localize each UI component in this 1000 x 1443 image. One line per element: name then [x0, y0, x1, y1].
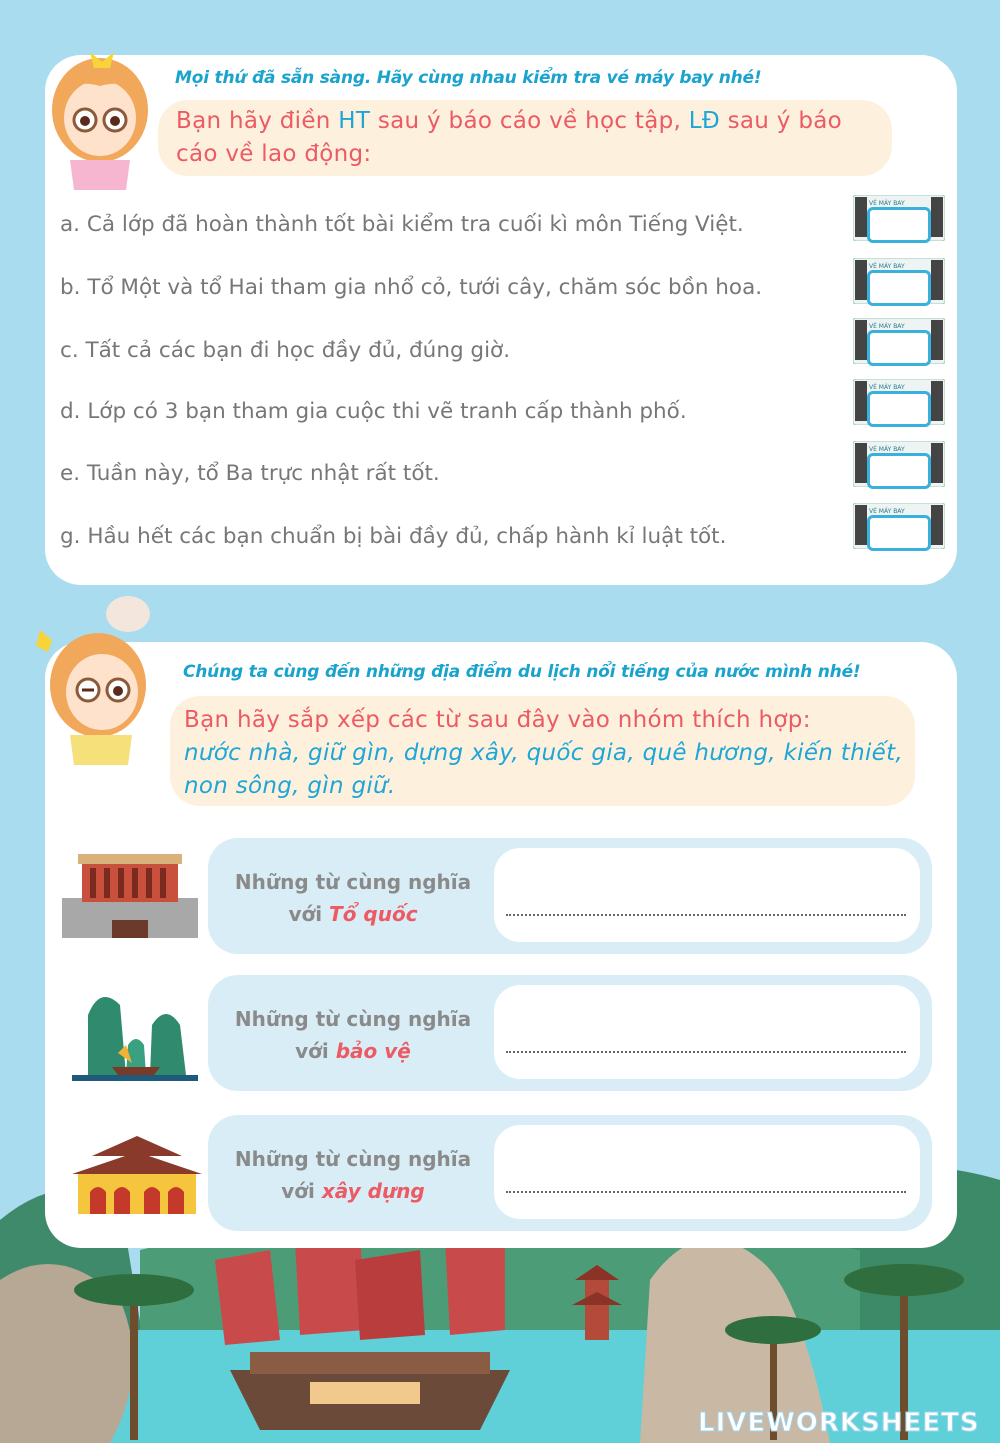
report-item-a: a. Cả lớp đã hoàn thành tốt bài kiểm tra cuối kì môn Tiếng Việt. [60, 212, 744, 237]
group-keyword: xây dựng [321, 1179, 425, 1203]
instruction-text: Bạn hãy sắp xếp các từ sau đây vào nhóm thích hợp: [184, 707, 811, 733]
junk-boat-icon [215, 1230, 510, 1430]
group-xay-dung [208, 1115, 932, 1231]
mausoleum-icon [60, 850, 200, 940]
report-item-b: b. Tổ Một và tổ Hai tham gia nhổ cỏ, tưới cây, chăm sóc bồn hoa. [60, 275, 763, 300]
dotted-line [506, 1051, 906, 1053]
instruction-text: sau ý báo cáo về lao động: [176, 108, 842, 167]
answer-input-e[interactable] [867, 453, 931, 489]
ticket-caption: VÉ MÁY BAY [869, 263, 905, 270]
group-label: Những từ cùng nghĩa với Tổ quốc [234, 870, 472, 926]
group-bao-ve [208, 975, 932, 1091]
report-item-c: c. Tất cả các bạn đi học đầy đủ, đúng giờ. [60, 338, 511, 363]
answer-field-bao-ve[interactable] [494, 985, 920, 1079]
group-keyword: Tổ quốc [329, 902, 418, 926]
answer-input-c[interactable] [867, 330, 931, 366]
ticket-answer-b [853, 258, 945, 304]
ticket-caption: VÉ MÁY BAY [869, 323, 905, 330]
report-item-g: g. Hầu hết các bạn chuẩn bị bài đầy đủ, chấp hành kỉ luật tốt. [60, 524, 727, 549]
answer-input-d[interactable] [867, 391, 931, 427]
section2-instruction [170, 696, 915, 806]
group-to-quoc [208, 838, 932, 954]
code-ht: HT [338, 108, 371, 134]
section2-headline: Chúng ta cùng đến những địa điểm du lịch nổi tiếng của nước mình nhé! [183, 662, 861, 682]
hue-citadel-icon [72, 1132, 202, 1217]
word-list: nước nhà, giữ gìn, dựng xây, quốc gia, quê hương, kiến thiết, non sông, gìn giữ. [184, 740, 904, 799]
report-item-d: d. Lớp có 3 bạn tham gia cuộc thi vẽ tranh cấp thành phố. [60, 399, 687, 424]
section1-instruction [158, 100, 892, 176]
liveworksheets-watermark: LIVEWORKSHEETS [698, 1408, 980, 1438]
answer-input-b[interactable] [867, 270, 931, 306]
instruction-text: sau ý báo cáo về học tập, [370, 108, 689, 134]
group-label: Những từ cùng nghĩa với xây dựng [234, 1147, 472, 1203]
answer-input-g[interactable] [867, 515, 931, 551]
ticket-answer-e [853, 441, 945, 487]
ticket-caption: VÉ MÁY BAY [869, 200, 905, 207]
ticket-caption: VÉ MÁY BAY [869, 446, 905, 453]
dotted-line [506, 1191, 906, 1193]
answer-field-xay-dung[interactable] [494, 1125, 920, 1219]
ticket-answer-c [853, 318, 945, 364]
girl-mascot-icon [30, 30, 170, 195]
section1-headline: Mọi thứ đã sẵn sàng. Hãy cùng nhau kiểm tra vé máy bay nhé! [175, 68, 762, 88]
ticket-answer-g [853, 503, 945, 549]
ticket-answer-a [853, 195, 945, 241]
code-ld: LĐ [688, 108, 721, 134]
answer-input-a[interactable] [867, 207, 931, 243]
ticket-answer-d [853, 379, 945, 425]
dotted-line [506, 914, 906, 916]
report-item-e: e. Tuần này, tổ Ba trực nhật rất tốt. [60, 461, 440, 486]
girl-mascot-winking-icon [28, 590, 168, 770]
ticket-caption: VÉ MÁY BAY [869, 508, 905, 515]
ha-long-islands-icon [70, 985, 200, 1085]
answer-field-to-quoc[interactable] [494, 848, 920, 942]
group-label: Những từ cùng nghĩa với bảo vệ [234, 1007, 472, 1063]
instruction-text: Bạn hãy điền [176, 108, 339, 134]
ticket-caption: VÉ MÁY BAY [869, 384, 905, 391]
group-keyword: bảo vệ [335, 1039, 411, 1063]
